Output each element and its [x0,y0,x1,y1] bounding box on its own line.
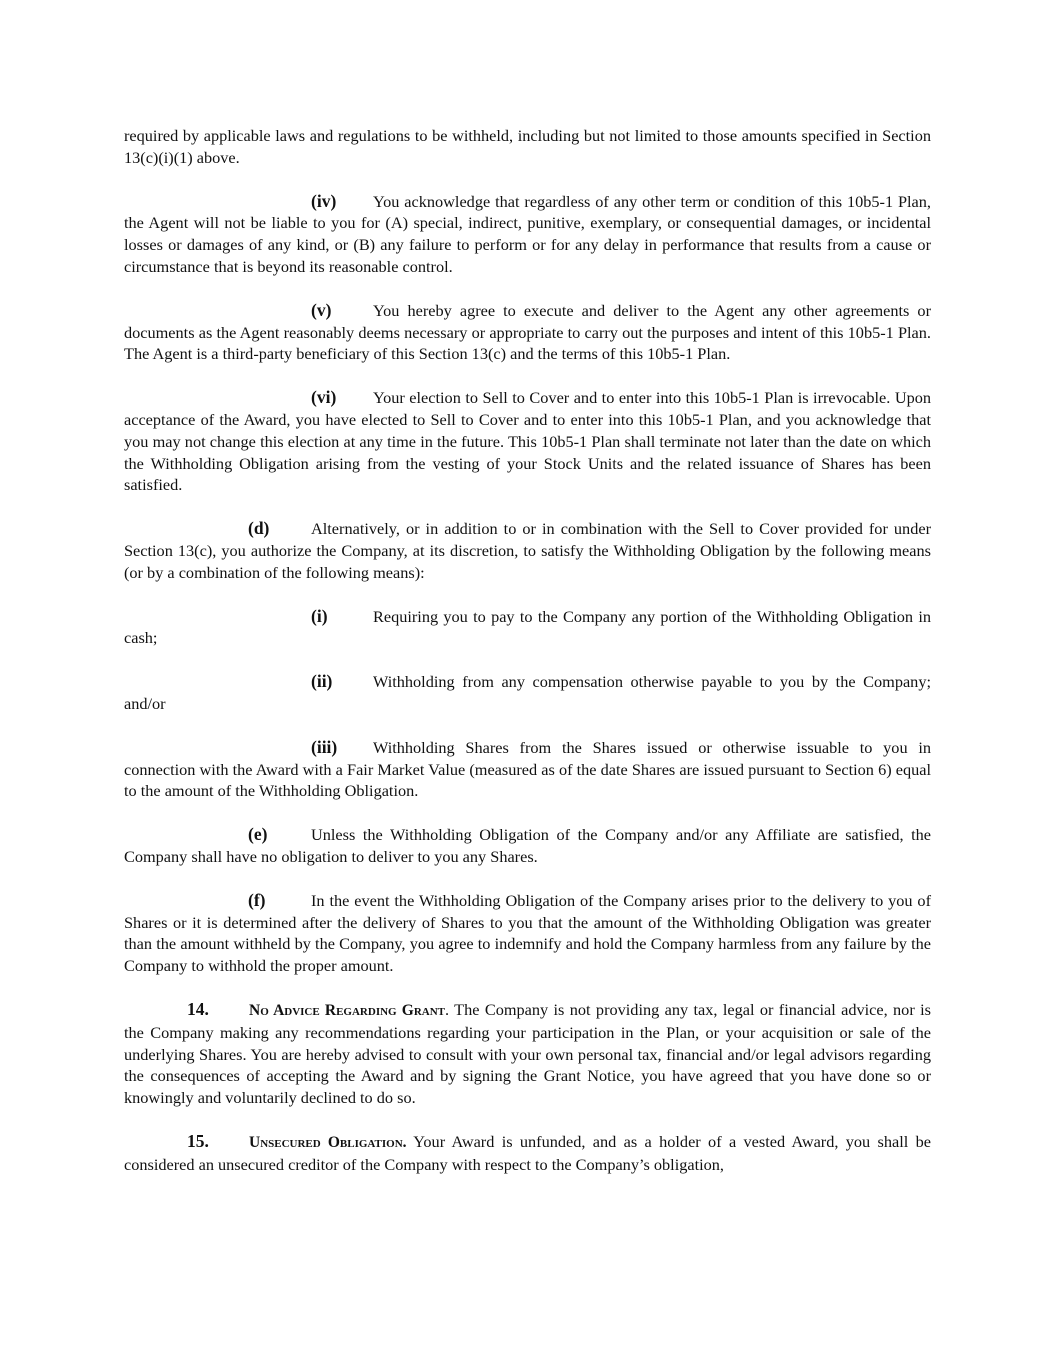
clause-d-i [124,606,931,650]
section-heading: Unsecured Obligation. [249,1133,407,1151]
clause-label: (e) [248,824,268,845]
clause-text: Requiring you to pay to the Company any portion of the Withholding Obligation in cash; [124,606,931,648]
section-number: 14. [187,998,209,1019]
clause-e [124,824,931,868]
clause-label: (vi) [311,387,337,408]
section-14 [124,999,931,1109]
paragraph-withholding-continued [124,125,931,169]
clause-v [124,300,931,365]
clause-label: (iv) [311,190,337,211]
clause-label: (f) [248,889,266,910]
clause-f [124,890,931,977]
clause-text: Withholding from any compensation otherwise payable to you by the Company; and/or [124,672,931,713]
section-text: Your Award is unfunded, and as a holder of a vested Award, you shall be considered an unsecured creditor of the Company with respect to the Company’s obligation, [124,1131,931,1174]
section-text: . The Company is not providing any tax, legal or financial advice, nor is the Company making any recommendations regarding your participation in the Plan, or your acquisition or sale of the underlying Shares. You are hereby advised to consult with your own personal tax, financial and/or legal advisors regarding the consequences of accepting the Award and by signing the Grant Notice, you have agreed that you have done so or knowingly and voluntarily declined to do so. [124,999,931,1108]
section-number: 15. [187,1130,209,1151]
clause-text: Unless the Withholding Obligation of the Company and/or any Affiliate are satisfied, the Company shall have no obligation to deliver to you any Shares. [124,825,931,866]
clause-label: (i) [311,605,328,626]
clause-d-iii [124,737,931,802]
clause-text: Withholding Shares from the Shares issued or otherwise issuable to you in connection with the Award with a Fair Market Value (measured as of the date Shares are issued pursuant to Section 6) equal to the amount of the Withholding Obligation. [124,737,931,801]
clause-label: (d) [248,518,270,539]
clause-text: You hereby agree to execute and deliver to the Agent any other agreements or documents as the Agent reasonably deems necessary or appropriate to carry out the purposes and intent of this 10b5-1 Plan. The Agent is a third-party beneficiary of this Section 13(c) and the terms of this 10b5-1 Plan. [124,300,931,364]
clause-label: (ii) [311,671,333,692]
clause-vi [124,387,931,496]
clause-text: You acknowledge that regardless of any other term or condition of this 10b5-1 Plan, the Agent will not be liable to you for (A) special, indirect, punitive, exemplary, or consequential damages, or incidental losses or damages of any kind, or (B) any failure to perform or for any delay in performance that results from a cause or circumstance that is beyond its reasonable control. [124,191,931,276]
clause-text: Alternatively, or in addition to or in combination with the Sell to Cover provided for under Section 13(c), you authorize the Company, at its discretion, to satisfy the Withholding Obligation by the following means (or by a combination of the following means): [124,519,931,582]
clause-d [124,518,931,583]
paragraph-text: required by applicable laws and regulations to be withheld, including but not limited to those amounts specified in Section 13(c)(i)(1) above. [124,126,931,167]
clause-iv [124,191,931,278]
clause-text: In the event the Withholding Obligation of the Company arises prior to the delivery to you of Shares or it is determined after the delivery of Shares to you that the amount of the Withholding Obligation was greater than the amount withheld by the Company, you agree to indemnify and hold the Company harmless from any failure by the Company to withhold the proper amount. [124,890,931,976]
clause-label: (v) [311,299,332,320]
clause-text: Your election to Sell to Cover and to enter into this 10b5-1 Plan is irrevocable. Upon acceptance of the Award, you have elected to Sell to Cover and to enter into this 10b5-1 Plan, and you acknowledge that you may not change this election at any time in the future. This 10b5-1 Plan shall terminate not later than the date on which the Withholding Obligation arising from the vesting of your Stock Units and the related issuance of Shares has been satisfied. [124,388,931,495]
section-15 [124,1131,931,1176]
section-heading: No Advice Regarding Grant [249,1001,445,1019]
clause-label: (iii) [311,736,338,757]
clause-d-ii [124,671,931,715]
document-page [124,125,931,1175]
